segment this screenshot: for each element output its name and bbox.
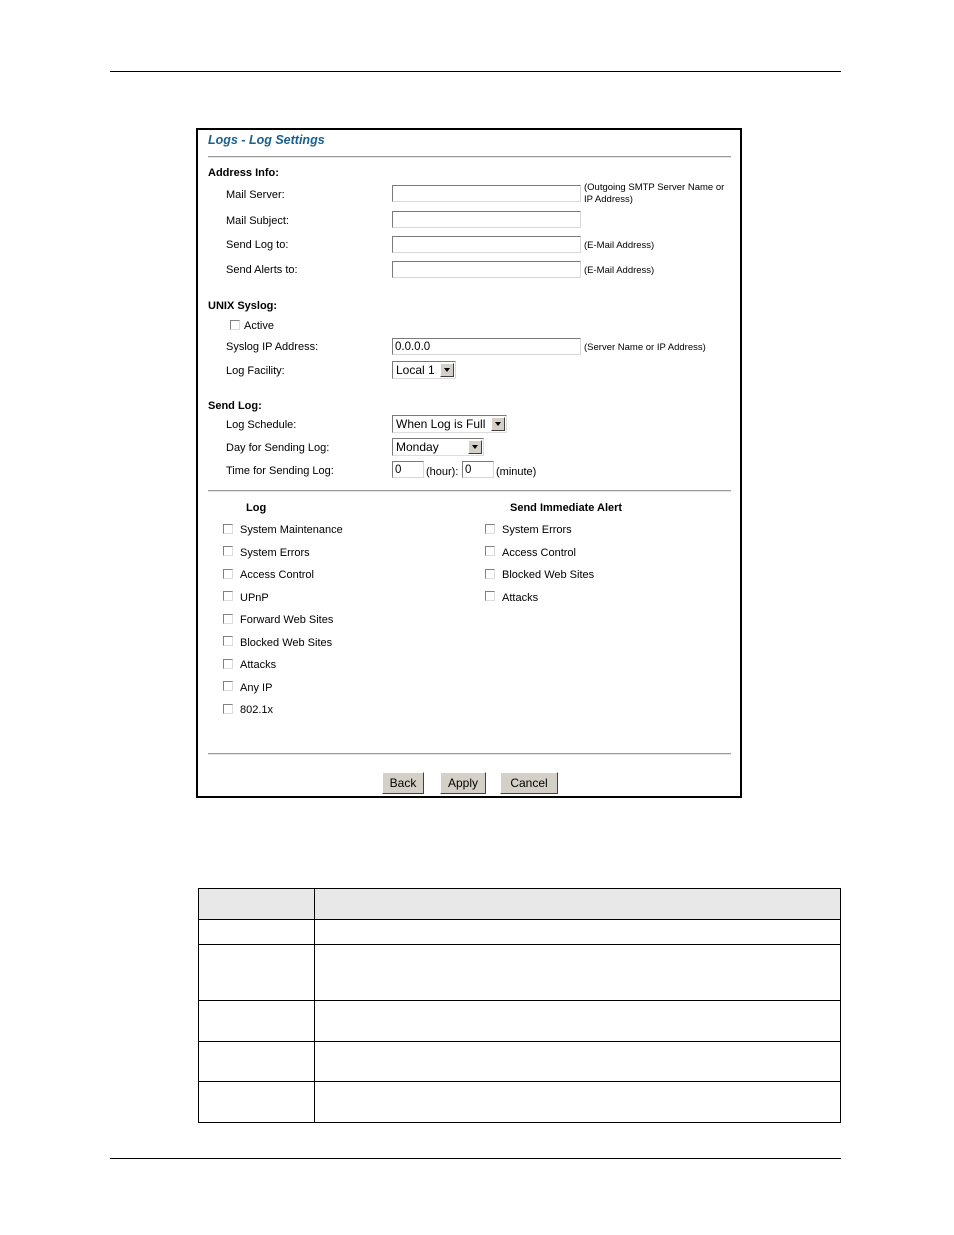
log-label-system-maintenance: System Maintenance	[240, 524, 343, 536]
chevron-down-icon[interactable]	[468, 440, 482, 454]
mail-server-hint	[584, 182, 724, 206]
time-sending-log-label: Time for Sending Log:	[226, 465, 334, 477]
log-checkbox-8021x[interactable]	[223, 704, 233, 714]
log-checkbox-access-control[interactable]	[223, 569, 233, 579]
table-header-row	[199, 889, 841, 920]
hour-suffix: (hour):	[426, 466, 459, 478]
header-rule	[110, 71, 841, 72]
syslog-active-label: Active	[244, 320, 274, 332]
log-facility-value: Local 1	[396, 363, 435, 377]
table-row	[199, 1042, 841, 1082]
log-label-upnp: UPnP	[240, 592, 269, 604]
bottom-divider	[208, 753, 731, 755]
alert-label-access-control: Access Control	[502, 547, 576, 559]
mail-subject-input[interactable]	[392, 211, 581, 228]
log-label-forward-web-sites: Forward Web Sites	[240, 614, 334, 626]
send-log-to-hint: (E-Mail Address)	[584, 240, 655, 251]
table-cell	[199, 1001, 315, 1042]
day-sending-log-value: Monday	[396, 440, 439, 454]
table-row	[199, 1001, 841, 1042]
section-divider	[208, 490, 731, 492]
log-facility-label: Log Facility:	[226, 365, 285, 377]
log-facility-select[interactable]	[392, 361, 456, 379]
table-cell	[199, 1082, 315, 1123]
log-checkbox-attacks[interactable]	[223, 659, 233, 669]
back-button[interactable]: Back	[382, 772, 424, 794]
mail-subject-label: Mail Subject:	[226, 215, 289, 227]
log-checkbox-system-errors[interactable]	[223, 546, 233, 556]
mail-server-hint-line1: (Outgoing SMTP Server Name or	[584, 182, 725, 193]
log-checkbox-system-maintenance[interactable]	[223, 524, 233, 534]
log-schedule-label: Log Schedule:	[226, 419, 297, 431]
send-alerts-to-label: Send Alerts to:	[226, 264, 298, 276]
mail-server-input[interactable]	[392, 185, 581, 202]
hour-input[interactable]	[392, 461, 424, 478]
page-title: Logs - Log Settings	[208, 133, 325, 147]
alert-label-system-errors: System Errors	[502, 524, 572, 536]
alert-checkbox-system-errors[interactable]	[485, 524, 495, 534]
log-checkbox-forward-web-sites[interactable]	[223, 614, 233, 624]
log-settings-screen	[196, 128, 742, 798]
send-log-to-label: Send Log to:	[226, 239, 289, 251]
send-log-heading: Send Log:	[208, 400, 262, 412]
table-header-cell	[199, 889, 315, 920]
log-checkbox-any-ip[interactable]	[223, 681, 233, 691]
day-sending-log-select[interactable]	[392, 438, 484, 456]
minute-suffix: (minute)	[496, 466, 537, 478]
table-cell	[315, 920, 841, 945]
day-sending-log-label: Day for Sending Log:	[226, 442, 330, 454]
send-alerts-to-hint: (E-Mail Address)	[584, 265, 655, 276]
table-header-cell	[315, 889, 841, 920]
table-cell	[315, 1082, 841, 1123]
alert-checkbox-blocked-web-sites[interactable]	[485, 569, 495, 579]
log-label-any-ip: Any IP	[240, 682, 273, 694]
mail-server-label: Mail Server:	[226, 189, 285, 201]
table-row	[199, 1082, 841, 1123]
table-cell	[315, 945, 841, 1001]
syslog-ip-input[interactable]	[392, 338, 581, 355]
alert-column-heading: Send Immediate Alert	[510, 502, 623, 514]
log-label-blocked-web-sites: Blocked Web Sites	[240, 637, 333, 649]
log-label-system-errors: System Errors	[240, 547, 310, 559]
address-info-heading: Address Info:	[208, 167, 279, 179]
alert-label-blocked-web-sites: Blocked Web Sites	[502, 569, 595, 581]
minute-input[interactable]	[462, 461, 494, 478]
log-label-attacks: Attacks	[240, 659, 277, 671]
footer-rule	[110, 1158, 841, 1159]
alert-checkbox-access-control[interactable]	[485, 546, 495, 556]
table-cell	[315, 1001, 841, 1042]
send-log-to-input[interactable]	[392, 236, 581, 253]
syslog-ip-label: Syslog IP Address:	[226, 341, 319, 353]
table-cell	[315, 1042, 841, 1082]
log-column-heading: Log	[246, 502, 267, 514]
log-checkbox-blocked-web-sites[interactable]	[223, 636, 233, 646]
unix-syslog-heading: UNIX Syslog:	[208, 300, 278, 312]
syslog-ip-hint: (Server Name or IP Address)	[584, 342, 706, 353]
alert-checkbox-attacks[interactable]	[485, 591, 495, 601]
table-row	[199, 945, 841, 1001]
log-schedule-select[interactable]	[392, 415, 507, 433]
table-cell	[199, 920, 315, 945]
log-checkbox-upnp[interactable]	[223, 591, 233, 601]
chevron-down-icon[interactable]	[440, 363, 454, 377]
syslog-active-checkbox[interactable]	[230, 320, 240, 330]
log-label-8021x: 802.1x	[240, 704, 274, 716]
apply-button[interactable]: Apply	[440, 772, 486, 794]
title-divider	[208, 156, 731, 158]
table-cell	[199, 945, 315, 1001]
log-label-access-control: Access Control	[240, 569, 314, 581]
chevron-down-icon[interactable]	[491, 417, 505, 431]
send-alerts-to-input[interactable]	[392, 261, 581, 278]
table-row	[199, 920, 841, 945]
cancel-button[interactable]: Cancel	[500, 772, 558, 794]
table-cell	[199, 1042, 315, 1082]
description-table	[198, 888, 841, 1123]
mail-server-hint-line2: IP Address)	[584, 194, 633, 205]
alert-label-attacks: Attacks	[502, 592, 539, 604]
log-schedule-value: When Log is Full	[396, 417, 486, 431]
